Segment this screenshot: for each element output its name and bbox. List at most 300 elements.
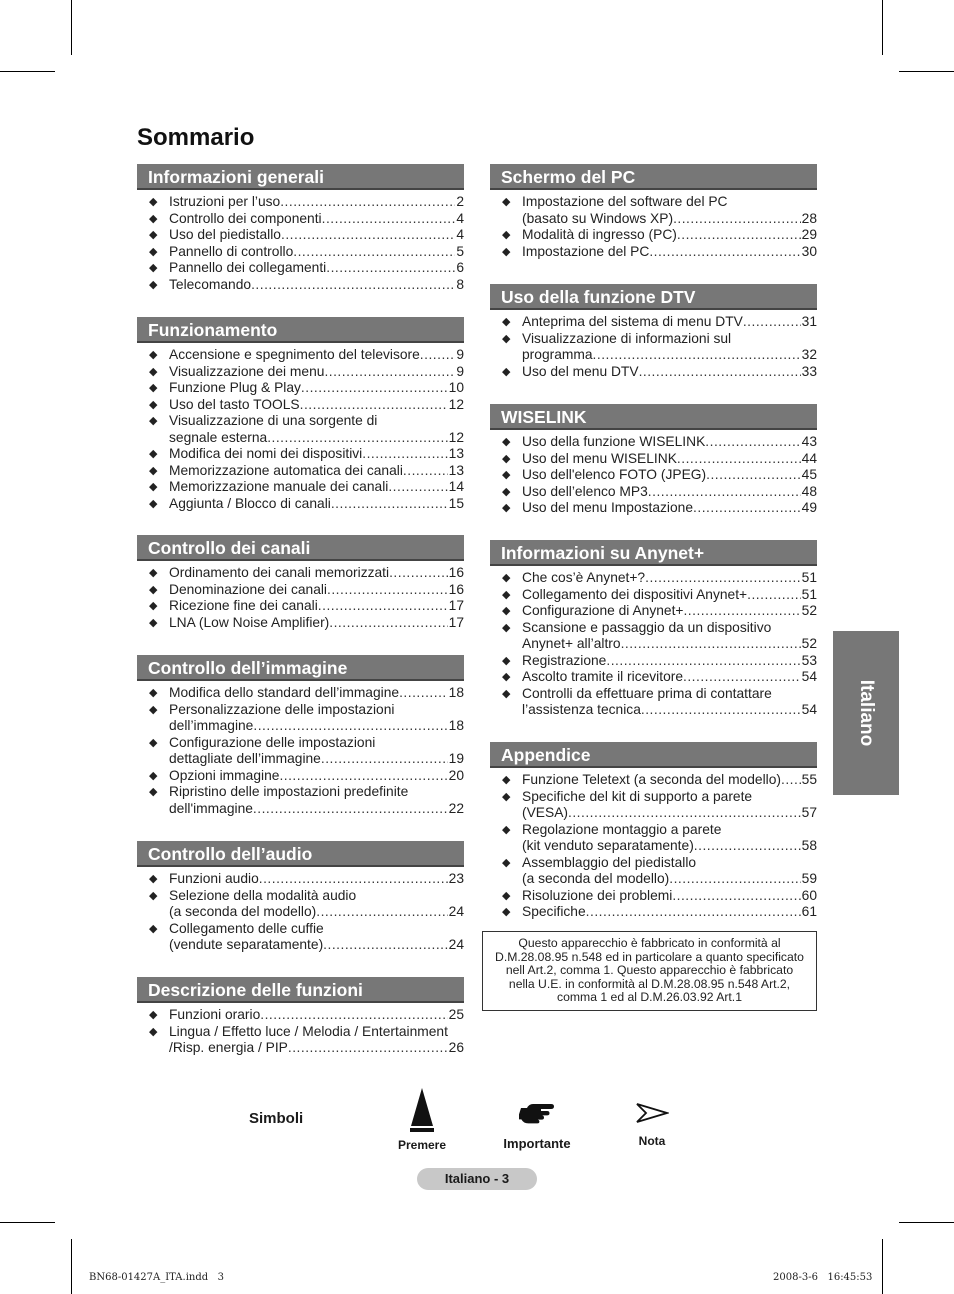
toc-entry[interactable] — [137, 194, 464, 211]
dot-leader — [399, 685, 448, 702]
dot-leader — [649, 244, 800, 261]
toc-page-number: 25 — [448, 1007, 464, 1022]
dot-leader — [321, 751, 448, 768]
toc-entry[interactable] — [490, 789, 817, 822]
toc-entry-line — [522, 888, 817, 905]
toc-page-number: 24 — [448, 904, 464, 919]
toc-entry-line — [522, 686, 817, 703]
toc-entry[interactable] — [490, 500, 817, 517]
toc-entry[interactable] — [490, 772, 817, 789]
toc-entry[interactable] — [137, 1024, 464, 1057]
diamond-bullet-icon: ◆ — [149, 196, 158, 208]
toc-page-number: 17 — [448, 614, 464, 630]
toc-entry-title: Collegamento delle cuffie — [169, 920, 324, 936]
crop-mark — [899, 1222, 954, 1223]
toc-page-number: 8 — [456, 276, 464, 292]
dot-leader — [293, 244, 455, 261]
toc-page-number: 10 — [448, 380, 464, 395]
toc-entry[interactable] — [490, 822, 817, 855]
notice-line: comma 1 ed al D.M.26.03.92 Art.1 — [557, 990, 742, 1005]
note-arrow-icon — [635, 1102, 669, 1124]
toc-page-number: 20 — [448, 767, 464, 783]
toc-entry-line — [522, 871, 817, 888]
toc-page-number: 28 — [801, 210, 817, 226]
dot-leader — [677, 227, 801, 244]
toc-entry[interactable] — [490, 603, 817, 620]
toc-entry-line — [169, 413, 464, 430]
diamond-bullet-icon: ◆ — [149, 415, 158, 427]
toc-entry[interactable] — [137, 615, 464, 632]
toc-entry-line — [169, 496, 464, 513]
toc-page-number: 13 — [448, 462, 464, 478]
toc-entry-title: Funzione Teletext (a seconda del modello) — [522, 772, 781, 787]
toc-entry[interactable] — [490, 587, 817, 604]
dot-leader — [300, 397, 448, 414]
toc-entry[interactable] — [137, 260, 464, 277]
section-header: Informazioni generali — [137, 164, 464, 190]
toc-entry[interactable] — [137, 921, 464, 954]
crop-mark — [882, 0, 883, 55]
diamond-bullet-icon: ◆ — [502, 823, 511, 836]
toc-page-number: 15 — [448, 495, 464, 511]
toc-entry-line — [169, 277, 464, 294]
diamond-bullet-icon: ◆ — [502, 654, 511, 667]
toc-entry[interactable] — [137, 463, 464, 480]
toc-entry[interactable] — [490, 244, 817, 261]
dot-leader — [318, 598, 448, 615]
toc-entry-title: Funzioni orario — [169, 1007, 261, 1022]
toc-entry-line — [522, 484, 817, 501]
diamond-bullet-icon: ◆ — [502, 502, 511, 514]
toc-entry[interactable] — [137, 496, 464, 513]
toc-entry-title: l’assistenza tecnica — [522, 702, 641, 717]
toc-entry-title: programma — [522, 347, 593, 362]
crop-mark — [882, 1239, 883, 1294]
dot-leader — [420, 347, 456, 364]
dot-leader — [288, 1040, 448, 1057]
toc-entry-line — [522, 587, 817, 604]
dot-leader — [281, 227, 455, 244]
toc-entry-line — [169, 921, 464, 938]
press-icon — [408, 1086, 436, 1134]
toc-entry-title: (a seconda del modello) — [169, 904, 317, 919]
toc-entry[interactable] — [490, 227, 817, 244]
toc-page-number: 59 — [801, 871, 817, 886]
toc-entry[interactable] — [137, 685, 464, 702]
diamond-bullet-icon: ◆ — [502, 365, 511, 378]
toc-entry-title: (VESA) — [522, 805, 568, 820]
toc-entry-line — [169, 937, 464, 954]
toc-page-number: 52 — [801, 603, 817, 618]
diamond-bullet-icon: ◆ — [149, 229, 158, 241]
symbol-note-label: Nota — [638, 1134, 666, 1148]
toc-entry-title: Ordinamento dei canali memorizzati — [169, 565, 390, 580]
dot-leader — [593, 347, 801, 364]
toc-entry[interactable] — [137, 446, 464, 463]
toc-page-number: 29 — [801, 227, 817, 242]
toc-entry[interactable] — [490, 194, 817, 227]
toc-entry-line — [522, 636, 817, 653]
language-side-tab — [833, 631, 899, 795]
toc-entry-line — [522, 838, 817, 855]
notice-line: nella U.E. in conformità al D.M.28.08.95 n.548 Art.2, — [508, 976, 791, 991]
toc-entry-title: Uso dell'elenco FOTO (JPEG) — [522, 467, 707, 482]
toc-entry[interactable] — [137, 244, 464, 261]
diamond-bullet-icon: ◆ — [149, 382, 158, 394]
toc-page-number: 6 — [456, 260, 464, 275]
dot-leader — [388, 479, 447, 496]
toc-page-number: 9 — [456, 347, 464, 362]
toc-page-number: 44 — [801, 450, 817, 466]
toc-entry[interactable] — [490, 904, 817, 921]
diamond-bullet-icon: ◆ — [149, 398, 158, 411]
toc-entry-line — [169, 211, 464, 228]
diamond-bullet-icon: ◆ — [502, 436, 511, 448]
toc-entry[interactable] — [490, 686, 817, 719]
toc-entry[interactable] — [490, 855, 817, 888]
toc-entry-title: Visualizzazione dei menu — [169, 363, 325, 379]
toc-entry-title: (basato su Windows XP) — [522, 210, 674, 226]
toc-entry-line — [169, 768, 464, 785]
toc-page-number: 23 — [448, 871, 464, 886]
toc-entry-line — [522, 620, 817, 637]
dot-leader — [606, 653, 800, 670]
diamond-bullet-icon: ◆ — [149, 349, 158, 361]
dot-leader — [743, 314, 801, 331]
toc-section — [490, 284, 817, 380]
toc-page-number: 53 — [801, 652, 817, 668]
toc-entry[interactable] — [137, 598, 464, 615]
toc-entry[interactable] — [137, 227, 464, 244]
toc-entry-line — [169, 735, 464, 752]
toc-entry-title: Ricezione fine dei canali — [169, 598, 318, 613]
toc-entry[interactable] — [137, 871, 464, 888]
diamond-bullet-icon: ◆ — [149, 567, 158, 579]
diamond-bullet-icon: ◆ — [502, 229, 511, 241]
section-entries — [490, 566, 817, 719]
toc-entry-title: Controllo dei componenti — [169, 210, 322, 226]
toc-entry[interactable] — [490, 331, 817, 364]
toc-page-number: 52 — [801, 636, 817, 651]
crop-mark — [0, 1222, 55, 1223]
diamond-bullet-icon: ◆ — [149, 703, 158, 716]
section-entries — [137, 190, 464, 293]
section-header: WISELINK — [490, 404, 817, 430]
toc-entry-line — [169, 364, 464, 381]
dot-leader — [586, 904, 801, 921]
toc-section — [490, 164, 817, 260]
toc-entry-title: Modifica dello standard dell’immagine — [169, 685, 400, 700]
toc-page-number: 14 — [448, 479, 464, 494]
toc-page-number: 30 — [801, 243, 817, 259]
toc-entry-title: Telecomando — [169, 276, 252, 292]
dot-leader — [267, 430, 447, 447]
toc-entry[interactable] — [490, 653, 817, 670]
toc-entry-line — [169, 194, 464, 211]
toc-entry-title: (vendute separatamente) — [169, 937, 324, 952]
toc-entry[interactable] — [490, 314, 817, 331]
toc-entry-title: Anteprima del sistema di menu DTV — [522, 314, 743, 329]
toc-section — [137, 977, 464, 1057]
dot-leader — [621, 636, 801, 653]
section-entries — [490, 768, 817, 921]
toc-entry-title: Uso del tasto TOOLS — [169, 396, 300, 412]
toc-entry-line — [169, 904, 464, 921]
diamond-bullet-icon: ◆ — [502, 245, 511, 258]
toc-entry[interactable] — [137, 735, 464, 768]
toc-entry-line — [522, 500, 817, 517]
toc-entry-line — [169, 479, 464, 496]
diamond-bullet-icon: ◆ — [149, 278, 158, 291]
diamond-bullet-icon: ◆ — [149, 769, 158, 782]
toc-entry[interactable] — [137, 565, 464, 582]
toc-entry-line — [169, 801, 464, 818]
dot-leader — [324, 364, 455, 381]
toc-entry[interactable] — [137, 364, 464, 381]
toc-entry-title: Anynet+ all’altro — [522, 636, 621, 651]
toc-entry-title: Pannello dei collegamenti — [169, 260, 327, 275]
toc-entry[interactable] — [137, 888, 464, 921]
toc-section — [137, 841, 464, 954]
dot-leader — [747, 587, 801, 604]
toc-entry-line — [522, 772, 817, 789]
dot-leader — [677, 451, 801, 468]
toc-entry-title: dettagliate dell’immagine — [169, 751, 321, 766]
toc-entry[interactable] — [137, 479, 464, 496]
toc-entry-title: Regolazione montaggio a parete — [522, 821, 722, 837]
diamond-bullet-icon: ◆ — [149, 497, 158, 510]
pointing-hand-icon — [519, 1100, 555, 1124]
toc-entry-title: Istruzioni per l’uso — [169, 194, 281, 209]
dot-leader — [645, 570, 801, 587]
dot-leader — [781, 772, 801, 789]
toc-entry-line — [522, 331, 817, 348]
toc-entry-line — [169, 1024, 464, 1041]
diamond-bullet-icon: ◆ — [149, 889, 158, 902]
toc-entry-line — [522, 467, 817, 484]
toc-entry-line — [169, 582, 464, 599]
diamond-bullet-icon: ◆ — [149, 922, 158, 935]
toc-entry[interactable] — [137, 277, 464, 294]
dot-leader — [253, 718, 447, 735]
toc-entry[interactable] — [137, 397, 464, 414]
diamond-bullet-icon: ◆ — [149, 481, 158, 493]
toc-entry[interactable] — [490, 669, 817, 686]
diamond-bullet-icon: ◆ — [149, 245, 158, 258]
toc-entry-line — [522, 702, 817, 719]
toc-page-number: 4 — [456, 210, 464, 226]
toc-section — [137, 164, 464, 293]
toc-page-number: 4 — [456, 227, 464, 242]
toc-entry-line — [522, 434, 817, 451]
toc-section — [137, 535, 464, 631]
toc-entry-title: /Risp. energia / PIP — [169, 1040, 288, 1055]
toc-entry-title: Funzione Plug & Play — [169, 380, 301, 395]
section-entries — [137, 867, 464, 954]
toc-page-number: 60 — [801, 887, 817, 903]
toc-entry-title: Memorizzazione manuale dei canali — [169, 479, 389, 494]
section-entries — [490, 430, 817, 517]
toc-entry-title: (a seconda del modello) — [522, 871, 670, 886]
toc-entry-title: Controlli da effettuare prima di contattare — [522, 685, 772, 701]
toc-entry[interactable] — [137, 380, 464, 397]
toc-page-number: 32 — [801, 347, 817, 362]
toc-entry[interactable] — [490, 888, 817, 905]
dot-leader — [693, 500, 801, 517]
toc-page-number: 51 — [801, 586, 817, 602]
toc-entry[interactable] — [490, 570, 817, 587]
notice-line: nell Art.2, comma 1. Questo apparecchio è fabbricato — [505, 963, 794, 978]
toc-entry-line — [169, 685, 464, 702]
toc-entry-title: Assemblaggio del piedistallo — [522, 854, 697, 870]
toc-page-number: 31 — [801, 314, 817, 329]
page-title: Sommario — [137, 124, 255, 151]
crop-mark — [71, 0, 72, 55]
dot-leader — [323, 937, 447, 954]
toc-entry-title: Uso del piedistallo — [169, 227, 281, 242]
toc-entry[interactable] — [490, 620, 817, 653]
toc-entry-line — [522, 669, 817, 686]
toc-entry[interactable] — [490, 451, 817, 468]
section-header: Schermo del PC — [490, 164, 817, 190]
toc-entry-title: Impostazione del PC — [522, 243, 650, 259]
section-header: Controllo dei canali — [137, 535, 464, 561]
dot-leader — [648, 484, 801, 501]
toc-entry-line — [522, 314, 817, 331]
toc-entry-line — [169, 565, 464, 582]
section-header: Controllo dell’immagine — [137, 655, 464, 681]
toc-entry-title: segnale esterna — [169, 429, 268, 445]
toc-page-number: 33 — [801, 363, 817, 379]
toc-page-number: 2 — [456, 194, 464, 209]
toc-entry[interactable] — [137, 582, 464, 599]
page-footer: Italiano - 3 — [417, 1168, 537, 1190]
toc-entry-title: Uso del menu Impostazione — [522, 500, 694, 515]
toc-page-number: 51 — [801, 570, 817, 585]
dot-leader — [253, 801, 448, 818]
toc-entry-title: Personalizzazione delle impostazioni — [169, 701, 395, 717]
toc-entry-title: Modalità di ingresso (PC) — [522, 227, 677, 242]
toc-entry-line — [522, 227, 817, 244]
dot-leader — [251, 277, 455, 294]
toc-entry-line — [169, 1007, 464, 1024]
toc-section — [137, 317, 464, 512]
toc-entry-title: Uso del menu DTV — [522, 363, 639, 379]
toc-section — [490, 404, 817, 517]
toc-entry[interactable] — [137, 211, 464, 228]
toc-entry-title: Visualizzazione di una sorgente di — [169, 413, 378, 428]
toc-entry-title: Registrazione — [522, 652, 607, 668]
toc-page-number: 5 — [456, 243, 464, 259]
toc-entry-line — [522, 789, 817, 806]
toc-page-number: 57 — [801, 805, 817, 820]
toc-entry-title: Funzioni audio — [169, 871, 259, 886]
section-entries — [137, 343, 464, 512]
toc-entry-line — [169, 718, 464, 735]
dot-leader — [683, 669, 801, 686]
toc-entry-title: Configurazione di Anynet+ — [522, 603, 684, 618]
toc-entry-line — [169, 888, 464, 905]
toc-page-number: 12 — [448, 429, 464, 445]
toc-entry[interactable] — [490, 467, 817, 484]
toc-page-number: 22 — [448, 800, 464, 816]
symbol-press — [392, 1086, 452, 1152]
diamond-bullet-icon: ◆ — [502, 572, 511, 584]
toc-entry-line — [169, 463, 464, 480]
toc-entry-line — [522, 904, 817, 921]
toc-section — [490, 540, 817, 719]
toc-page-number: 61 — [801, 904, 817, 919]
toc-entry-line — [169, 702, 464, 719]
toc-entry-line — [522, 451, 817, 468]
diamond-bullet-icon: ◆ — [149, 600, 158, 612]
toc-entry-title: dell'immagine — [169, 800, 253, 816]
toc-entry[interactable] — [137, 413, 464, 446]
dot-leader — [280, 194, 455, 211]
diamond-bullet-icon: ◆ — [502, 671, 511, 683]
print-slug-left: BN68-01427A_ITA.indd 3 — [89, 1272, 225, 1283]
toc-entry-line — [522, 653, 817, 670]
toc-entry[interactable] — [490, 434, 817, 451]
diamond-bullet-icon: ◆ — [149, 616, 158, 629]
toc-page-number: 58 — [801, 838, 817, 853]
toc-entry-line — [169, 260, 464, 277]
toc-entry-title: Denominazione dei canali — [169, 581, 327, 597]
dot-leader — [260, 1007, 447, 1024]
toc-entry[interactable] — [137, 347, 464, 364]
side-tab-label: Italiano — [856, 679, 877, 747]
toc-entry-title: Opzioni immagine — [169, 767, 280, 783]
dot-leader — [327, 582, 448, 599]
toc-entry[interactable] — [490, 364, 817, 381]
toc-page-number: 54 — [801, 702, 817, 717]
toc-entry[interactable] — [137, 784, 464, 817]
diamond-bullet-icon: ◆ — [502, 485, 511, 498]
section-entries — [137, 1003, 464, 1057]
toc-entry-line — [522, 244, 817, 261]
diamond-bullet-icon: ◆ — [502, 452, 511, 465]
toc-entry-line — [169, 430, 464, 447]
toc-entry-title: Collegamento dei dispositivi Anynet+ — [522, 586, 748, 602]
toc-entry[interactable] — [137, 1007, 464, 1024]
dot-leader — [694, 838, 801, 855]
toc-entry-line — [169, 784, 464, 801]
dot-leader — [279, 768, 447, 785]
toc-entry-line — [522, 822, 817, 839]
diamond-bullet-icon: ◆ — [149, 365, 158, 378]
toc-entry[interactable] — [490, 484, 817, 501]
toc-entry-title: Selezione della modalità audio — [169, 887, 357, 903]
toc-entry-line — [522, 603, 817, 620]
toc-entry-line — [522, 570, 817, 587]
dot-leader — [403, 463, 448, 480]
toc-entry[interactable] — [137, 702, 464, 735]
symbol-important-label: Importante — [503, 1136, 571, 1151]
toc-entry-line — [169, 446, 464, 463]
toc-entry[interactable] — [137, 768, 464, 785]
diamond-bullet-icon: ◆ — [149, 1009, 158, 1021]
section-entries — [490, 190, 817, 260]
toc-page-number: 54 — [801, 669, 817, 684]
diamond-bullet-icon: ◆ — [149, 687, 158, 699]
toc-entry-line — [522, 347, 817, 364]
diamond-bullet-icon: ◆ — [149, 1025, 158, 1038]
dot-leader — [568, 805, 801, 822]
dot-leader — [706, 467, 801, 484]
dot-leader — [673, 211, 801, 228]
symbol-note — [622, 1102, 682, 1148]
section-header: Descrizione delle funzioni — [137, 977, 464, 1003]
